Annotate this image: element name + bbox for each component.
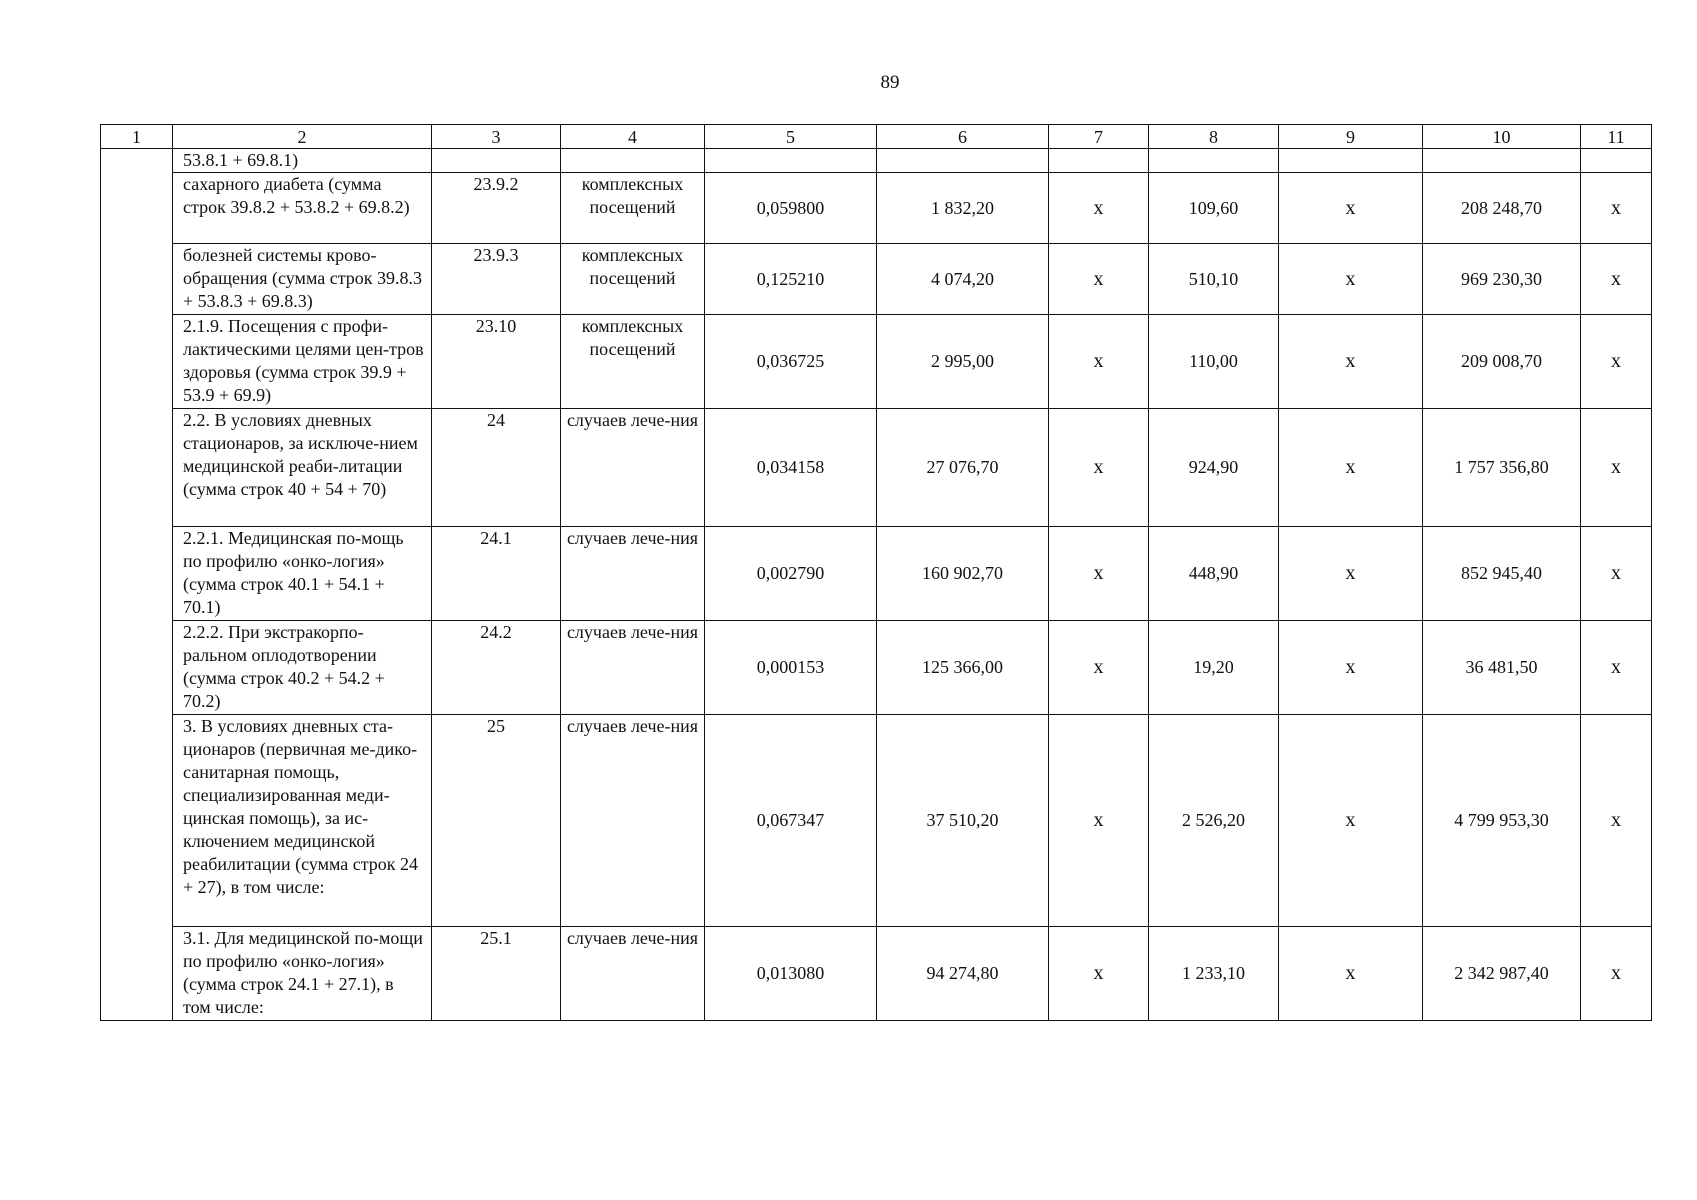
value-cell: 2 526,20	[1149, 715, 1279, 927]
value-cell: x	[1049, 715, 1149, 927]
unit-cell	[561, 149, 705, 173]
value-cell: 19,20	[1149, 621, 1279, 715]
value-cell: 0,000153	[705, 621, 877, 715]
value-cell: x	[1581, 527, 1652, 621]
value-cell: x	[1049, 244, 1149, 315]
row-number-cell	[101, 149, 173, 1021]
value-cell: x	[1279, 244, 1423, 315]
unit-cell: комплексных посещений	[561, 244, 705, 315]
column-header: 3	[432, 125, 561, 149]
row-code-cell: 25.1	[432, 927, 561, 1021]
row-name-cell: 53.8.1 + 69.8.1)	[173, 149, 432, 173]
value-cell: 1 832,20	[877, 173, 1049, 244]
table-row	[101, 621, 1652, 715]
row-code-cell: 23.9.2	[432, 173, 561, 244]
row-name-cell: сахарного диабета (сумма строк 39.8.2 + 53.8.2 + 69.8.2)	[173, 173, 432, 244]
value-cell: 208 248,70	[1423, 173, 1581, 244]
table-row	[101, 244, 1652, 315]
value-cell	[877, 149, 1049, 173]
unit-cell: случаев лече-ния	[561, 409, 705, 527]
value-cell: 510,10	[1149, 244, 1279, 315]
column-header: 6	[877, 125, 1049, 149]
value-cell: x	[1581, 927, 1652, 1021]
value-cell: 448,90	[1149, 527, 1279, 621]
value-cell: x	[1049, 621, 1149, 715]
column-header: 11	[1581, 125, 1652, 149]
value-cell: x	[1279, 315, 1423, 409]
value-cell: 0,002790	[705, 527, 877, 621]
row-code-cell: 24	[432, 409, 561, 527]
value-cell: 0,013080	[705, 927, 877, 1021]
value-cell: 1 757 356,80	[1423, 409, 1581, 527]
row-code-cell	[432, 149, 561, 173]
value-cell: 4 799 953,30	[1423, 715, 1581, 927]
row-name-cell: болезней системы крово-обращения (сумма строк 39.8.3 + 53.8.3 + 69.8.3)	[173, 244, 432, 315]
value-cell: 852 945,40	[1423, 527, 1581, 621]
row-code-cell: 23.9.3	[432, 244, 561, 315]
unit-cell: случаев лече-ния	[561, 621, 705, 715]
table-row	[101, 715, 1652, 927]
table-row	[101, 315, 1652, 409]
value-cell: x	[1049, 927, 1149, 1021]
row-name-cell: 3. В условиях дневных ста-ционаров (первичная ме-дико-санитарная помощь, специализированная меди-цинская помощь), за ис-ключением медицинской реабилитации (сумма строк 24 + 27), в том числе:	[173, 715, 432, 927]
column-header: 1	[101, 125, 173, 149]
data-table	[100, 124, 1652, 1021]
column-header: 4	[561, 125, 705, 149]
value-cell: 4 074,20	[877, 244, 1049, 315]
row-code-cell: 24.1	[432, 527, 561, 621]
value-cell: x	[1581, 173, 1652, 244]
value-cell: x	[1279, 927, 1423, 1021]
value-cell: 125 366,00	[877, 621, 1049, 715]
value-cell: 0,067347	[705, 715, 877, 927]
column-header: 8	[1149, 125, 1279, 149]
value-cell: x	[1279, 409, 1423, 527]
value-cell: x	[1279, 527, 1423, 621]
value-cell: 924,90	[1149, 409, 1279, 527]
table-row	[101, 409, 1652, 527]
table-row	[101, 149, 1652, 173]
value-cell: x	[1049, 173, 1149, 244]
value-cell	[1581, 149, 1652, 173]
value-cell	[1423, 149, 1581, 173]
column-header: 5	[705, 125, 877, 149]
unit-cell: случаев лече-ния	[561, 927, 705, 1021]
value-cell: x	[1581, 244, 1652, 315]
row-name-cell: 3.1. Для медицинской по-мощи по профилю «онко-логия» (сумма строк 24.1 + 27.1), в том числе:	[173, 927, 432, 1021]
value-cell: x	[1581, 621, 1652, 715]
value-cell	[1149, 149, 1279, 173]
row-code-cell: 23.10	[432, 315, 561, 409]
column-header-row	[101, 125, 1652, 149]
value-cell: 969 230,30	[1423, 244, 1581, 315]
value-cell: 27 076,70	[877, 409, 1049, 527]
value-cell: 0,036725	[705, 315, 877, 409]
row-name-cell: 2.2.2. При экстракорпо-ральном оплодотворении (сумма строк 40.2 + 54.2 + 70.2)	[173, 621, 432, 715]
value-cell: 94 274,80	[877, 927, 1049, 1021]
value-cell: x	[1581, 315, 1652, 409]
column-header: 10	[1423, 125, 1581, 149]
value-cell: x	[1279, 715, 1423, 927]
value-cell: 209 008,70	[1423, 315, 1581, 409]
column-header: 7	[1049, 125, 1149, 149]
value-cell: 2 342 987,40	[1423, 927, 1581, 1021]
value-cell: x	[1279, 621, 1423, 715]
value-cell: x	[1049, 315, 1149, 409]
value-cell: 37 510,20	[877, 715, 1049, 927]
value-cell: 110,00	[1149, 315, 1279, 409]
value-cell: 0,034158	[705, 409, 877, 527]
value-cell	[1279, 149, 1423, 173]
table-row	[101, 173, 1652, 244]
value-cell: x	[1581, 715, 1652, 927]
row-name-cell: 2.2.1. Медицинская по-мощь по профилю «онко-логия» (сумма строк 40.1 + 54.1 + 70.1)	[173, 527, 432, 621]
unit-cell: случаев лече-ния	[561, 527, 705, 621]
value-cell: 1 233,10	[1149, 927, 1279, 1021]
value-cell: 0,125210	[705, 244, 877, 315]
table-row	[101, 927, 1652, 1021]
row-name-cell: 2.2. В условиях дневных стационаров, за исключе-нием медицинской реаби-литации (сумма строк 40 + 54 + 70)	[173, 409, 432, 527]
row-name-cell: 2.1.9. Посещения с профи-лактическими целями цен-тров здоровья (сумма строк 39.9 + 53.9 + 69.9)	[173, 315, 432, 409]
value-cell: 109,60	[1149, 173, 1279, 244]
value-cell: x	[1049, 527, 1149, 621]
row-code-cell: 25	[432, 715, 561, 927]
unit-cell: комплексных посещений	[561, 173, 705, 244]
value-cell	[705, 149, 877, 173]
value-cell: 0,059800	[705, 173, 877, 244]
column-header: 2	[173, 125, 432, 149]
value-cell	[1049, 149, 1149, 173]
table-row	[101, 527, 1652, 621]
value-cell: 160 902,70	[877, 527, 1049, 621]
value-cell: x	[1279, 173, 1423, 244]
value-cell: x	[1049, 409, 1149, 527]
value-cell: x	[1581, 409, 1652, 527]
value-cell: 2 995,00	[877, 315, 1049, 409]
column-header: 9	[1279, 125, 1423, 149]
unit-cell: случаев лече-ния	[561, 715, 705, 927]
value-cell: 36 481,50	[1423, 621, 1581, 715]
row-code-cell: 24.2	[432, 621, 561, 715]
page-number: 89	[880, 72, 900, 93]
unit-cell: комплексных посещений	[561, 315, 705, 409]
